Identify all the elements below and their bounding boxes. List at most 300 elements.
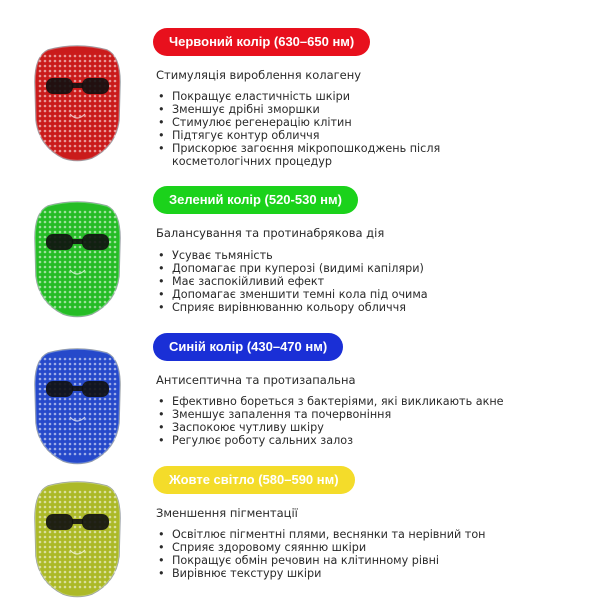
yellow-bullet-list	[158, 528, 578, 580]
led-dot	[89, 256, 92, 259]
led-dot	[84, 100, 87, 103]
led-dot	[79, 383, 82, 386]
led-dot	[54, 433, 57, 436]
led-dot	[59, 140, 62, 143]
led-dot	[84, 291, 87, 294]
led-dot	[84, 105, 87, 108]
led-dot	[44, 378, 47, 381]
led-dot	[59, 453, 62, 456]
led-dot	[114, 281, 117, 284]
led-dot	[94, 423, 97, 426]
list-item: • Має заспокійливий ефект	[158, 275, 578, 288]
led-dot	[84, 306, 87, 309]
led-dot	[94, 566, 97, 569]
led-dot	[109, 75, 112, 78]
led-dot	[49, 70, 52, 73]
led-dot	[109, 566, 112, 569]
led-dot	[109, 398, 112, 401]
led-dot	[69, 281, 72, 284]
led-dot	[94, 251, 97, 254]
led-dot	[44, 383, 47, 386]
led-dot	[109, 231, 112, 234]
right-eye-goggle	[82, 234, 109, 250]
led-dot	[74, 286, 77, 289]
led-dot	[74, 105, 77, 108]
led-dot	[69, 75, 72, 78]
led-dot	[89, 291, 92, 294]
led-dot	[114, 368, 117, 371]
led-dot	[84, 135, 87, 138]
led-dot	[94, 221, 97, 224]
led-dot	[109, 491, 112, 494]
led-dot	[114, 418, 117, 421]
led-dot	[54, 566, 57, 569]
led-dot	[39, 413, 42, 416]
led-dot	[84, 75, 87, 78]
led-dot	[94, 231, 97, 234]
led-dot	[99, 398, 102, 401]
led-dot	[44, 266, 47, 269]
led-dot	[99, 120, 102, 123]
led-dot	[79, 453, 82, 456]
led-dot	[39, 75, 42, 78]
green-led-mask-image	[30, 198, 125, 318]
led-dot	[64, 551, 67, 554]
led-dot	[54, 368, 57, 371]
led-dot	[84, 546, 87, 549]
led-dot	[44, 448, 47, 451]
led-dot	[44, 236, 47, 239]
led-dot	[114, 286, 117, 289]
led-dot	[54, 261, 57, 264]
led-dot	[54, 286, 57, 289]
led-dot	[74, 140, 77, 143]
led-dot	[109, 130, 112, 133]
led-dot	[44, 291, 47, 294]
led-dot	[54, 363, 57, 366]
led-dot	[44, 256, 47, 259]
led-dot	[114, 398, 117, 401]
led-dot	[79, 60, 82, 63]
led-dot	[114, 100, 117, 103]
led-dot	[44, 55, 47, 58]
led-dot	[74, 506, 77, 509]
led-dot	[69, 413, 72, 416]
list-item: • Покращує еластичність шкіри	[158, 90, 578, 103]
led-dot	[79, 276, 82, 279]
led-dot	[84, 378, 87, 381]
led-dot	[114, 358, 117, 361]
led-dot	[44, 281, 47, 284]
led-dot	[114, 60, 117, 63]
led-dot	[49, 491, 52, 494]
led-dot	[79, 75, 82, 78]
led-dot	[59, 120, 62, 123]
led-dot	[64, 221, 67, 224]
led-dot	[114, 70, 117, 73]
led-dot	[84, 110, 87, 113]
led-dot	[84, 55, 87, 58]
led-dot	[84, 363, 87, 366]
led-dot	[94, 55, 97, 58]
led-dot	[49, 423, 52, 426]
led-dot	[69, 251, 72, 254]
led-dot	[79, 423, 82, 426]
led-dot	[54, 216, 57, 219]
led-dot	[84, 398, 87, 401]
led-dot	[74, 428, 77, 431]
led-dot	[104, 581, 107, 584]
led-dot	[114, 261, 117, 264]
led-dot	[74, 531, 77, 534]
led-dot	[114, 231, 117, 234]
led-dot	[94, 586, 97, 589]
led-dot	[114, 541, 117, 544]
led-dot	[84, 266, 87, 269]
led-dot	[104, 566, 107, 569]
led-dot	[64, 531, 67, 534]
led-dot	[59, 301, 62, 304]
list-item: • Зменшує дрібні зморшки	[158, 103, 578, 116]
led-dot	[89, 100, 92, 103]
led-dot	[94, 140, 97, 143]
led-dot	[104, 70, 107, 73]
led-dot	[104, 291, 107, 294]
led-dot	[59, 428, 62, 431]
led-dot	[104, 501, 107, 504]
led-dot	[74, 576, 77, 579]
led-dot	[89, 211, 92, 214]
led-dot	[79, 358, 82, 361]
led-dot	[114, 306, 117, 309]
list-item: • Регулює роботу сальних залоз	[158, 434, 578, 447]
led-dot	[74, 496, 77, 499]
led-dot	[94, 536, 97, 539]
led-dot	[84, 408, 87, 411]
led-dot	[79, 301, 82, 304]
led-dot	[114, 256, 117, 259]
yellow-subtitle: Зменшення пігментації	[156, 506, 298, 520]
led-dot	[104, 541, 107, 544]
led-dot	[104, 358, 107, 361]
led-dot	[79, 130, 82, 133]
led-dot	[84, 561, 87, 564]
led-dot	[39, 378, 42, 381]
led-dot	[84, 276, 87, 279]
led-dot	[79, 110, 82, 113]
led-dot	[79, 511, 82, 514]
led-dot	[109, 246, 112, 249]
led-dot	[89, 110, 92, 113]
led-dot	[89, 423, 92, 426]
led-dot	[39, 246, 42, 249]
led-dot	[109, 521, 112, 524]
led-dot	[69, 95, 72, 98]
led-dot	[59, 358, 62, 361]
led-dot	[84, 541, 87, 544]
led-dot	[74, 423, 77, 426]
led-dot	[64, 276, 67, 279]
led-dot	[54, 556, 57, 559]
led-dot	[104, 251, 107, 254]
led-dot	[49, 110, 52, 113]
led-dot	[44, 120, 47, 123]
led-dot	[49, 281, 52, 284]
led-dot	[59, 586, 62, 589]
led-dot	[99, 363, 102, 366]
led-dot	[84, 556, 87, 559]
led-dot	[44, 276, 47, 279]
led-dot	[49, 378, 52, 381]
led-dot	[84, 443, 87, 446]
right-eye-goggle	[82, 514, 109, 530]
led-dot	[39, 281, 42, 284]
led-dot	[74, 408, 77, 411]
led-dot	[89, 130, 92, 133]
led-dot	[79, 566, 82, 569]
led-dot	[94, 226, 97, 229]
led-dot	[104, 423, 107, 426]
led-dot	[94, 581, 97, 584]
led-dot	[79, 90, 82, 93]
led-dot	[104, 428, 107, 431]
led-dot	[44, 408, 47, 411]
led-dot	[109, 125, 112, 128]
led-dot	[69, 531, 72, 534]
led-dot	[64, 140, 67, 143]
led-dot	[114, 581, 117, 584]
led-dot	[39, 100, 42, 103]
led-dot	[114, 90, 117, 93]
led-dot	[49, 496, 52, 499]
led-dot	[104, 306, 107, 309]
led-dot	[84, 261, 87, 264]
led-dot	[44, 358, 47, 361]
led-dot	[54, 55, 57, 58]
led-dot	[94, 150, 97, 153]
led-dot	[114, 491, 117, 494]
red-led-mask-image	[30, 42, 125, 162]
led-dot	[84, 576, 87, 579]
led-dot	[39, 526, 42, 529]
led-dot	[64, 296, 67, 299]
led-dot	[99, 378, 102, 381]
led-dot	[109, 586, 112, 589]
led-dot	[54, 281, 57, 284]
led-dot	[49, 576, 52, 579]
led-dot	[104, 296, 107, 299]
led-dot	[59, 150, 62, 153]
led-dot	[104, 413, 107, 416]
led-dot	[49, 271, 52, 274]
led-dot	[84, 501, 87, 504]
led-dot	[39, 226, 42, 229]
led-dot	[69, 135, 72, 138]
led-dot	[64, 281, 67, 284]
led-dot	[44, 516, 47, 519]
led-dot	[54, 105, 57, 108]
led-dot	[104, 55, 107, 58]
led-dot	[114, 241, 117, 244]
led-dot	[49, 266, 52, 269]
led-dot	[99, 428, 102, 431]
led-dot	[69, 541, 72, 544]
led-dot	[54, 358, 57, 361]
led-dot	[99, 403, 102, 406]
led-dot	[74, 135, 77, 138]
led-dot	[74, 226, 77, 229]
led-dot	[39, 301, 42, 304]
led-dot	[84, 256, 87, 259]
right-eye-goggle	[82, 78, 109, 94]
led-dot	[59, 135, 62, 138]
led-dot	[54, 130, 57, 133]
led-dot	[109, 378, 112, 381]
led-dot	[69, 256, 72, 259]
led-dot	[84, 511, 87, 514]
led-dot	[54, 501, 57, 504]
led-dot	[109, 100, 112, 103]
led-dot	[94, 408, 97, 411]
led-dot	[44, 501, 47, 504]
led-dot	[74, 541, 77, 544]
led-dot	[64, 271, 67, 274]
led-dot	[54, 125, 57, 128]
led-dot	[54, 70, 57, 73]
led-dot	[54, 511, 57, 514]
led-dot	[89, 306, 92, 309]
led-dot	[79, 516, 82, 519]
led-dot	[99, 423, 102, 426]
led-dot	[99, 125, 102, 128]
led-dot	[89, 281, 92, 284]
list-item: • Підтягує контур обличчя	[158, 129, 578, 142]
led-dot	[79, 246, 82, 249]
led-dot	[89, 433, 92, 436]
led-dot	[69, 581, 72, 584]
led-dot	[59, 60, 62, 63]
led-dot	[74, 90, 77, 93]
led-dot	[109, 271, 112, 274]
led-dot	[54, 256, 57, 259]
led-dot	[94, 120, 97, 123]
led-dot	[104, 433, 107, 436]
led-dot	[64, 511, 67, 514]
led-dot	[64, 448, 67, 451]
led-dot	[64, 363, 67, 366]
led-dot	[64, 55, 67, 58]
led-dot	[109, 286, 112, 289]
led-dot	[39, 231, 42, 234]
led-dot	[39, 403, 42, 406]
led-dot	[89, 546, 92, 549]
led-dot	[79, 125, 82, 128]
led-dot	[39, 566, 42, 569]
led-dot	[94, 561, 97, 564]
led-dot	[54, 581, 57, 584]
led-dot	[109, 261, 112, 264]
list-item: • Допомагає при куперозі (видимі капіляри)	[158, 262, 578, 275]
led-dot	[39, 70, 42, 73]
led-dot	[94, 296, 97, 299]
led-dot	[109, 296, 112, 299]
led-dot	[79, 398, 82, 401]
led-dot	[39, 581, 42, 584]
led-dot	[104, 226, 107, 229]
led-dot	[64, 211, 67, 214]
led-dot	[44, 226, 47, 229]
led-dot	[89, 448, 92, 451]
led-dot	[69, 571, 72, 574]
led-dot	[104, 448, 107, 451]
list-item: • Сприяє здоровому сяянню шкіри	[158, 541, 578, 554]
led-dot	[109, 423, 112, 426]
led-dot	[79, 491, 82, 494]
led-dot	[74, 536, 77, 539]
led-dot	[44, 496, 47, 499]
led-dot	[69, 216, 72, 219]
led-dot	[39, 236, 42, 239]
led-dot	[84, 226, 87, 229]
led-dot	[49, 75, 52, 78]
led-dot	[89, 541, 92, 544]
led-dot	[84, 231, 87, 234]
led-dot	[84, 453, 87, 456]
led-dot	[49, 150, 52, 153]
led-dot	[69, 130, 72, 133]
led-dot	[54, 100, 57, 103]
led-dot	[59, 373, 62, 376]
led-dot	[94, 418, 97, 421]
led-dot	[89, 286, 92, 289]
led-dot	[59, 105, 62, 108]
led-dot	[44, 80, 47, 83]
led-dot	[44, 221, 47, 224]
list-item: • Стимулює регенерацію клітин	[158, 116, 578, 129]
led-dot	[39, 576, 42, 579]
led-dot	[114, 140, 117, 143]
led-dot	[49, 358, 52, 361]
led-dot	[114, 276, 117, 279]
led-dot	[104, 271, 107, 274]
led-dot	[59, 556, 62, 559]
led-dot	[39, 120, 42, 123]
led-dot	[64, 65, 67, 68]
led-dot	[74, 70, 77, 73]
led-dot	[94, 551, 97, 554]
led-dot	[39, 496, 42, 499]
led-dot	[109, 135, 112, 138]
led-dot	[89, 363, 92, 366]
led-dot	[114, 403, 117, 406]
led-dot	[99, 226, 102, 229]
led-dot	[109, 358, 112, 361]
led-dot	[64, 70, 67, 73]
led-dot	[69, 100, 72, 103]
led-dot	[114, 571, 117, 574]
led-dot	[89, 145, 92, 148]
led-dot	[99, 511, 102, 514]
led-dot	[49, 368, 52, 371]
mask-glow	[35, 46, 120, 161]
led-dot	[49, 291, 52, 294]
led-dot	[64, 536, 67, 539]
led-dot	[69, 438, 72, 441]
led-dot	[49, 581, 52, 584]
led-dot	[69, 221, 72, 224]
led-dot	[39, 408, 42, 411]
led-dot	[79, 296, 82, 299]
